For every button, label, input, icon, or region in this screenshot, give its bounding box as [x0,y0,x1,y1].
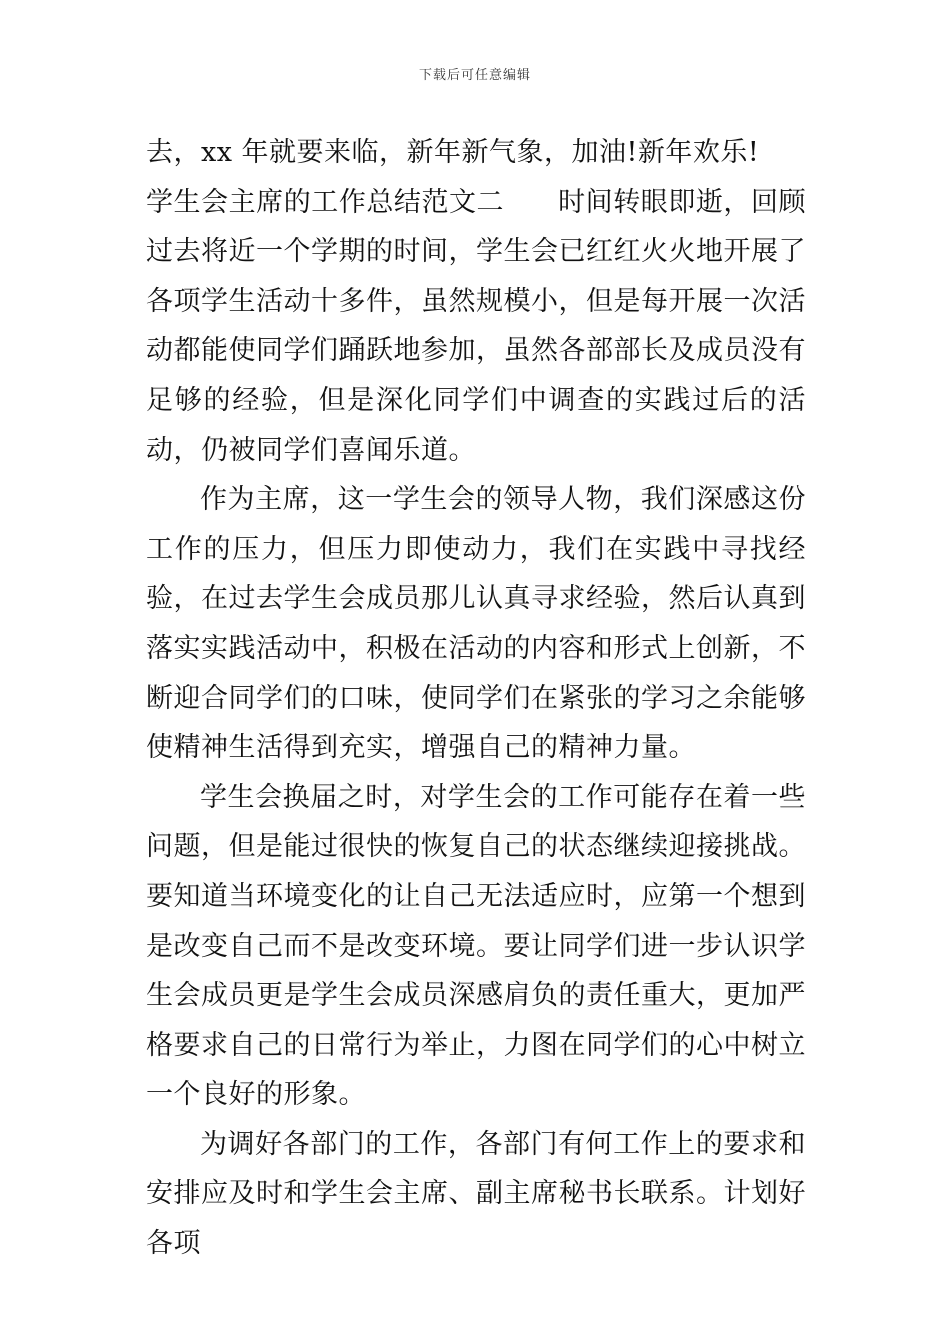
document-body [146,128,806,1269]
section-title: 学生会主席的工作总结范文二 [146,186,505,218]
paragraph-1: 时间转眼即逝，回顾过去将近一个学期的时间，学生会已红红火火地开展了各项学生活动十多件，虽然规模小，但是每开展一次活动都能使同学们踊跃地参加，虽然各部部长及成员没有足够的经验，但是深化同学们中调查的实践过后的活动，仍被同学们喜闻乐道。 [146,186,807,466]
header-note: 下载后可任意编辑 [418,68,531,83]
paragraph-4: 为调好各部门的工作，各部门有何工作上的要求和安排应及时和学生会主席、副主席秘书长联系。计划好各项 [146,1128,806,1260]
lead-line: 去，xx 年就要来临，新年新气象，加油!新年欢乐! [146,137,760,168]
paragraph-3: 学生会换届之时，对学生会的工作可能存在着一些问题，但是能过很快的恢复自己的状态继续迎接挑战。要知道当环境变化的让自己无法适应时，应第一个想到是改变自己而不是改变环境。要让同学们进一步认识学生会成员更是学生会成员深感肩负的责任重大，更加严格要求自己的日常行为举止，力图在同学们的心中树立一个良好的形象。 [146,781,806,1111]
paragraph-2: 作为主席，这一学生会的领导人物，我们深感这份工作的压力，但压力即使动力，我们在实践中寻找经验，在过去学生会成员那儿认真寻求经验，然后认真到落实实践活动中，积极在活动的内容和形式上创新，不断迎合同学们的口味，使同学们在紧张的学习之余能够使精神生活得到充实，增强自己的精神力量。 [146,484,806,764]
section-paragraph-opening [146,178,806,476]
